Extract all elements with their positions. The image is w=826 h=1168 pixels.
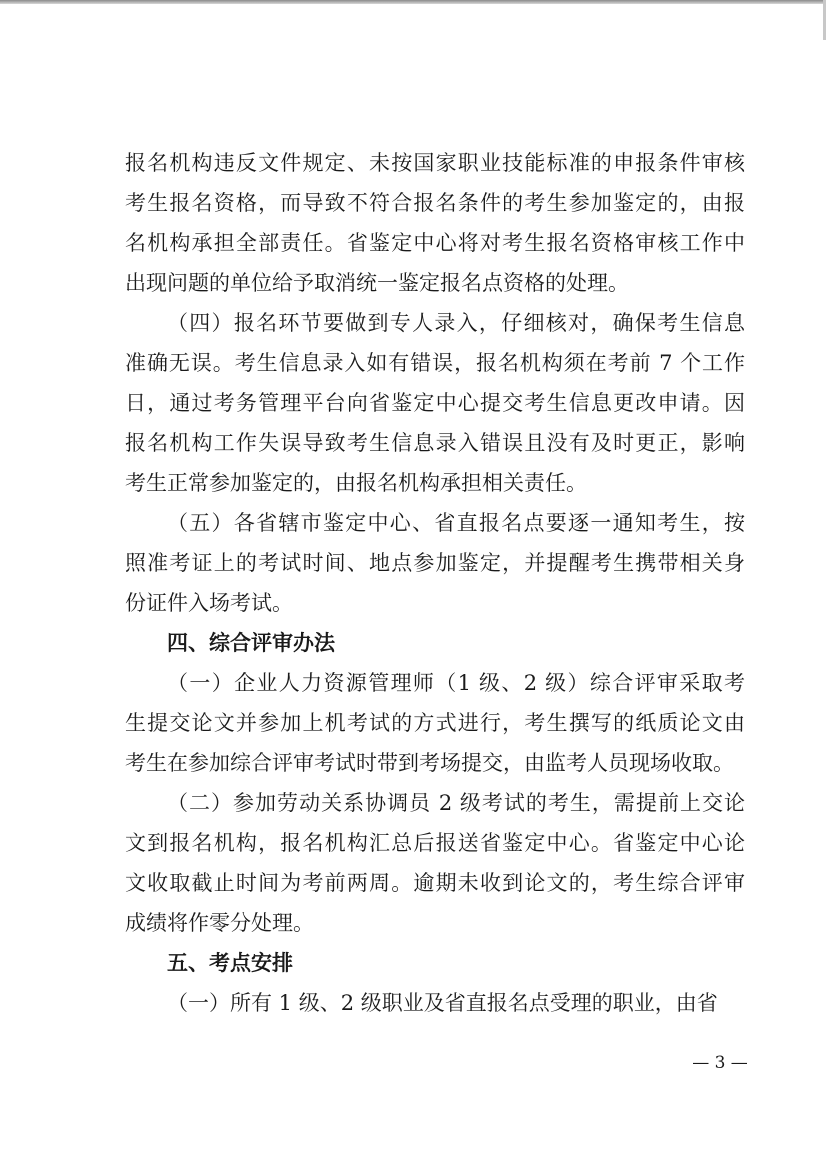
scan-edge-top [0,0,826,4]
text-line: （五）各省辖市鉴定中心、省直报名点要逐一通知考生，按 [167,511,745,535]
paragraph [125,503,745,623]
paragraph [125,303,745,503]
text-line: 出现问题的单位给予取消统一鉴定报名点资格的处理。 [125,271,629,295]
heading-text: 四、综合评审办法 [167,630,335,655]
text-line: 份证件入场考试。 [125,591,293,615]
text-line: 日，通过考务管理平台向省鉴定中心提交考生信息更改申请。因 [125,391,745,415]
text-line: 考生报名资格，而导致不符合报名条件的考生参加鉴定的，由报 [125,191,745,215]
text-line: （一）所有 1 级、2 级职业及省直报名点受理的职业，由省 [167,991,718,1015]
text-line: 名机构承担全部责任。省鉴定中心将对考生报名资格审核工作中 [125,231,745,255]
text-line: 考生在参加综合评审考试时带到考场提交，由监考人员现场收取。 [125,751,734,775]
text-line: 报名机构违反文件规定、未按国家职业技能标准的申报条件审核 [125,151,745,175]
section-heading [125,623,745,663]
paragraph [125,143,745,303]
text-line: 生提交论文并参加上机考试的方式进行，考生撰写的纸质论文由 [125,711,745,735]
text-line: 报名机构工作失误导致考生信息录入错误且没有及时更正，影响 [125,431,745,455]
text-line: 考生正常参加鉴定的，由报名机构承担相关责任。 [125,471,587,495]
text-line: 文收取截止时间为考前两周。逾期未收到论文的，考生综合评审 [125,871,745,895]
text-line: （四）报名环节要做到专人录入，仔细核对，确保考生信息 [167,311,745,335]
heading-text: 五、考点安排 [167,950,293,975]
paragraph [125,783,745,943]
text-line: （二）参加劳动关系协调员 2 级考试的考生，需提前上交论 [167,791,745,815]
paragraph [125,663,745,783]
text-line: 照准考证上的考试时间、地点参加鉴定，并提醒考生携带相关身 [125,551,745,575]
paragraph [125,983,745,1023]
page-number: — 3 — [692,1053,748,1073]
text-line: 准确无误。考生信息录入如有错误，报名机构须在考前 7 个工作 [125,351,745,375]
text-line: 文到报名机构，报名机构汇总后报送省鉴定中心。省鉴定中心论 [125,831,745,855]
section-heading [125,943,745,983]
document-body [125,143,745,1023]
text-line: （一）企业人力资源管理师（1 级、2 级）综合评审采取考 [167,671,745,695]
text-line: 成绩将作零分处理。 [125,911,314,935]
